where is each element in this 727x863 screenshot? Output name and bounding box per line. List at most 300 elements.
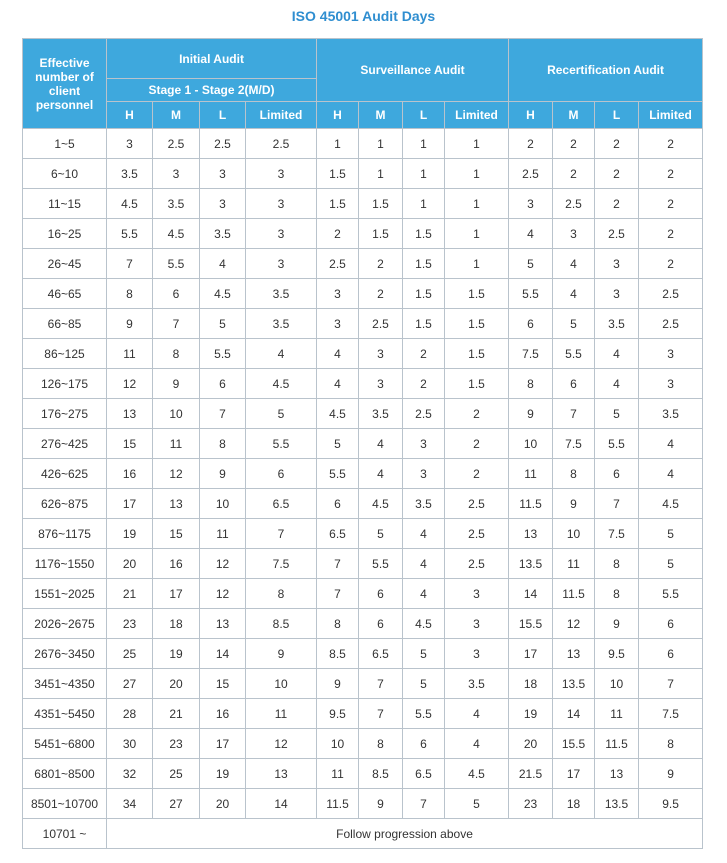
initial-value-cell: 6 [246, 459, 317, 489]
surveillance-subcol-m: M [359, 102, 403, 129]
initial-value-cell: 8 [200, 429, 246, 459]
table-row [23, 129, 703, 159]
initial-value-cell: 3 [107, 129, 153, 159]
initial-value-cell: 18 [153, 609, 200, 639]
surveillance-value-cell: 5 [445, 789, 509, 819]
surveillance-value-cell: 6 [317, 489, 359, 519]
follow-progression-note: Follow progression above [107, 819, 703, 849]
surveillance-value-cell: 7 [403, 789, 445, 819]
initial-value-cell: 8.5 [246, 609, 317, 639]
surveillance-value-cell: 11.5 [317, 789, 359, 819]
initial-value-cell: 7 [153, 309, 200, 339]
recert-value-cell: 15.5 [509, 609, 553, 639]
surveillance-value-cell: 9 [359, 789, 403, 819]
table-row [23, 279, 703, 309]
surveillance-value-cell: 1.5 [359, 189, 403, 219]
personnel-range-cell: 10701 ~ [23, 819, 107, 849]
initial-value-cell: 7 [200, 399, 246, 429]
personnel-range-cell: 126~175 [23, 369, 107, 399]
surveillance-value-cell: 6 [359, 579, 403, 609]
surveillance-value-cell: 5 [403, 669, 445, 699]
surveillance-value-cell: 8 [359, 729, 403, 759]
table-row [23, 639, 703, 669]
recert-value-cell: 2.5 [639, 309, 703, 339]
surveillance-value-cell: 2.5 [317, 249, 359, 279]
initial-value-cell: 30 [107, 729, 153, 759]
initial-value-cell: 3 [246, 189, 317, 219]
recert-value-cell: 11.5 [595, 729, 639, 759]
surveillance-value-cell: 1 [317, 129, 359, 159]
surveillance-value-cell: 8 [317, 609, 359, 639]
recert-value-cell: 4 [595, 369, 639, 399]
recert-value-cell: 20 [509, 729, 553, 759]
surveillance-value-cell: 3 [445, 639, 509, 669]
surveillance-value-cell: 1.5 [403, 249, 445, 279]
personnel-header: Effective number of client personnel [23, 39, 107, 129]
initial-value-cell: 17 [200, 729, 246, 759]
recert-value-cell: 23 [509, 789, 553, 819]
surveillance-value-cell: 2 [445, 429, 509, 459]
initial-value-cell: 8 [246, 579, 317, 609]
personnel-range-cell: 626~875 [23, 489, 107, 519]
initial-value-cell: 23 [153, 729, 200, 759]
surveillance-value-cell: 5 [359, 519, 403, 549]
initial-subcol-l: L [200, 102, 246, 129]
surveillance-value-cell: 6.5 [359, 639, 403, 669]
surveillance-value-cell: 4 [317, 369, 359, 399]
surveillance-value-cell: 4.5 [359, 489, 403, 519]
recert-value-cell: 11 [509, 459, 553, 489]
initial-value-cell: 3 [246, 159, 317, 189]
initial-value-cell: 10 [153, 399, 200, 429]
surveillance-value-cell: 3.5 [445, 669, 509, 699]
initial-value-cell: 4.5 [200, 279, 246, 309]
surveillance-value-cell: 5.5 [359, 549, 403, 579]
recert-value-cell: 2 [595, 159, 639, 189]
surveillance-value-cell: 7 [317, 549, 359, 579]
initial-value-cell: 13 [246, 759, 317, 789]
recert-value-cell: 3 [639, 339, 703, 369]
surveillance-audit-header: Surveillance Audit [317, 39, 509, 102]
surveillance-value-cell: 10 [317, 729, 359, 759]
recert-value-cell: 4 [509, 219, 553, 249]
recert-value-cell: 7.5 [553, 429, 595, 459]
recert-value-cell: 3 [509, 189, 553, 219]
recert-value-cell: 13 [595, 759, 639, 789]
recert-value-cell: 2 [639, 189, 703, 219]
surveillance-value-cell: 6 [359, 609, 403, 639]
surveillance-value-cell: 2 [359, 249, 403, 279]
recert-value-cell: 3 [553, 219, 595, 249]
initial-value-cell: 11 [200, 519, 246, 549]
surveillance-value-cell: 1 [403, 159, 445, 189]
surveillance-value-cell: 4.5 [445, 759, 509, 789]
initial-value-cell: 4.5 [246, 369, 317, 399]
initial-value-cell: 8 [153, 339, 200, 369]
recert-value-cell: 8 [639, 729, 703, 759]
recert-value-cell: 2.5 [553, 189, 595, 219]
recert-value-cell: 13 [509, 519, 553, 549]
initial-value-cell: 8 [107, 279, 153, 309]
recert-value-cell: 21.5 [509, 759, 553, 789]
recert-subcol-h: H [509, 102, 553, 129]
audit-days-table [22, 38, 703, 849]
page-title: ISO 45001 Audit Days [291, 8, 436, 24]
initial-value-cell: 32 [107, 759, 153, 789]
surveillance-value-cell: 4 [403, 549, 445, 579]
table-row [23, 159, 703, 189]
initial-value-cell: 20 [153, 669, 200, 699]
initial-value-cell: 19 [153, 639, 200, 669]
surveillance-value-cell: 2 [445, 459, 509, 489]
recert-value-cell: 8 [553, 459, 595, 489]
surveillance-value-cell: 3.5 [359, 399, 403, 429]
recert-value-cell: 9 [553, 489, 595, 519]
table-row [23, 549, 703, 579]
personnel-range-cell: 1176~1550 [23, 549, 107, 579]
personnel-range-cell: 876~1175 [23, 519, 107, 549]
personnel-range-cell: 1551~2025 [23, 579, 107, 609]
surveillance-value-cell: 3 [403, 429, 445, 459]
recert-value-cell: 4 [639, 429, 703, 459]
table-row [23, 669, 703, 699]
initial-value-cell: 3.5 [246, 309, 317, 339]
surveillance-value-cell: 1.5 [445, 369, 509, 399]
surveillance-value-cell: 1 [445, 189, 509, 219]
surveillance-value-cell: 7 [359, 669, 403, 699]
initial-value-cell: 3 [153, 159, 200, 189]
recert-value-cell: 17 [553, 759, 595, 789]
initial-value-cell: 5 [246, 399, 317, 429]
initial-value-cell: 19 [107, 519, 153, 549]
initial-value-cell: 11 [246, 699, 317, 729]
initial-value-cell: 10 [200, 489, 246, 519]
surveillance-value-cell: 7 [359, 699, 403, 729]
recert-subcol-limited: Limited [639, 102, 703, 129]
initial-value-cell: 15 [200, 669, 246, 699]
surveillance-value-cell: 8.5 [359, 759, 403, 789]
recert-value-cell: 13 [553, 639, 595, 669]
recert-value-cell: 6 [595, 459, 639, 489]
surveillance-value-cell: 3 [403, 459, 445, 489]
surveillance-value-cell: 3 [317, 279, 359, 309]
table-row [23, 459, 703, 489]
recert-value-cell: 2.5 [639, 279, 703, 309]
surveillance-value-cell: 5.5 [403, 699, 445, 729]
personnel-range-cell: 2026~2675 [23, 609, 107, 639]
recert-value-cell: 8 [509, 369, 553, 399]
recert-value-cell: 13.5 [509, 549, 553, 579]
recert-value-cell: 14 [509, 579, 553, 609]
recert-value-cell: 9 [639, 759, 703, 789]
surveillance-value-cell: 2 [403, 369, 445, 399]
surveillance-subcol-h: H [317, 102, 359, 129]
recert-value-cell: 4 [639, 459, 703, 489]
initial-value-cell: 3.5 [153, 189, 200, 219]
surveillance-value-cell: 4.5 [317, 399, 359, 429]
table-row [23, 819, 703, 849]
surveillance-subcol-l: L [403, 102, 445, 129]
initial-value-cell: 16 [107, 459, 153, 489]
initial-value-cell: 25 [107, 639, 153, 669]
initial-value-cell: 13 [153, 489, 200, 519]
recert-value-cell: 6 [553, 369, 595, 399]
initial-value-cell: 5.5 [200, 339, 246, 369]
initial-value-cell: 4 [200, 249, 246, 279]
recert-value-cell: 8 [595, 579, 639, 609]
initial-value-cell: 3.5 [107, 159, 153, 189]
surveillance-value-cell: 2.5 [359, 309, 403, 339]
recert-value-cell: 4 [553, 279, 595, 309]
initial-value-cell: 28 [107, 699, 153, 729]
table-row [23, 699, 703, 729]
initial-value-cell: 10 [246, 669, 317, 699]
surveillance-value-cell: 2.5 [445, 549, 509, 579]
recert-value-cell: 6 [509, 309, 553, 339]
personnel-range-cell: 176~275 [23, 399, 107, 429]
recert-value-cell: 10 [553, 519, 595, 549]
recertification-audit-header: Recertification Audit [509, 39, 703, 102]
personnel-range-cell: 46~65 [23, 279, 107, 309]
initial-subcol-limited: Limited [246, 102, 317, 129]
surveillance-value-cell: 8.5 [317, 639, 359, 669]
recert-value-cell: 5 [639, 549, 703, 579]
initial-value-cell: 11 [107, 339, 153, 369]
initial-audit-subheader: Stage 1 - Stage 2(M/D) [107, 79, 317, 102]
surveillance-value-cell: 1.5 [317, 159, 359, 189]
personnel-range-cell: 2676~3450 [23, 639, 107, 669]
surveillance-value-cell: 1 [403, 129, 445, 159]
initial-value-cell: 21 [153, 699, 200, 729]
recert-value-cell: 5.5 [639, 579, 703, 609]
surveillance-value-cell: 2 [445, 399, 509, 429]
recert-value-cell: 3.5 [639, 399, 703, 429]
initial-value-cell: 16 [153, 549, 200, 579]
initial-value-cell: 34 [107, 789, 153, 819]
recert-value-cell: 10 [595, 669, 639, 699]
initial-value-cell: 20 [107, 549, 153, 579]
personnel-range-cell: 6801~8500 [23, 759, 107, 789]
surveillance-value-cell: 1 [445, 249, 509, 279]
surveillance-value-cell: 1.5 [403, 279, 445, 309]
surveillance-value-cell: 3.5 [403, 489, 445, 519]
recert-value-cell: 6 [639, 639, 703, 669]
surveillance-value-cell: 3 [445, 609, 509, 639]
initial-value-cell: 5.5 [153, 249, 200, 279]
recert-value-cell: 4 [553, 249, 595, 279]
surveillance-value-cell: 3 [359, 369, 403, 399]
initial-value-cell: 3 [246, 249, 317, 279]
initial-value-cell: 5.5 [246, 429, 317, 459]
recert-value-cell: 2 [553, 129, 595, 159]
recert-value-cell: 7 [553, 399, 595, 429]
table-row [23, 489, 703, 519]
recert-value-cell: 5 [509, 249, 553, 279]
table-row [23, 219, 703, 249]
table-row [23, 429, 703, 459]
initial-value-cell: 11 [153, 429, 200, 459]
recert-value-cell: 6 [639, 609, 703, 639]
surveillance-value-cell: 5.5 [317, 459, 359, 489]
surveillance-value-cell: 2.5 [445, 519, 509, 549]
recert-value-cell: 14 [553, 699, 595, 729]
recert-value-cell: 3.5 [595, 309, 639, 339]
initial-value-cell: 17 [107, 489, 153, 519]
surveillance-value-cell: 9 [317, 669, 359, 699]
recert-value-cell: 3 [639, 369, 703, 399]
surveillance-value-cell: 2.5 [445, 489, 509, 519]
recert-value-cell: 9 [509, 399, 553, 429]
table-row [23, 339, 703, 369]
recert-value-cell: 9 [595, 609, 639, 639]
surveillance-value-cell: 1.5 [403, 219, 445, 249]
initial-value-cell: 25 [153, 759, 200, 789]
recert-value-cell: 2 [595, 189, 639, 219]
initial-value-cell: 2.5 [200, 129, 246, 159]
recert-value-cell: 9.5 [595, 639, 639, 669]
initial-value-cell: 19 [200, 759, 246, 789]
surveillance-value-cell: 4 [403, 579, 445, 609]
recert-value-cell: 13.5 [553, 669, 595, 699]
surveillance-value-cell: 4 [359, 429, 403, 459]
recert-value-cell: 4.5 [639, 489, 703, 519]
initial-value-cell: 3 [246, 219, 317, 249]
initial-value-cell: 6 [200, 369, 246, 399]
initial-value-cell: 5 [200, 309, 246, 339]
personnel-range-cell: 8501~10700 [23, 789, 107, 819]
initial-subcol-h: H [107, 102, 153, 129]
recert-value-cell: 10 [509, 429, 553, 459]
recert-value-cell: 7 [595, 489, 639, 519]
recert-value-cell: 5.5 [509, 279, 553, 309]
surveillance-value-cell: 11 [317, 759, 359, 789]
personnel-range-cell: 66~85 [23, 309, 107, 339]
surveillance-value-cell: 1 [445, 219, 509, 249]
initial-value-cell: 6 [153, 279, 200, 309]
table-row [23, 729, 703, 759]
surveillance-value-cell: 4.5 [403, 609, 445, 639]
recert-value-cell: 9.5 [639, 789, 703, 819]
recert-value-cell: 17 [509, 639, 553, 669]
recert-value-cell: 2 [639, 159, 703, 189]
initial-value-cell: 17 [153, 579, 200, 609]
initial-value-cell: 7 [246, 519, 317, 549]
table-row [23, 399, 703, 429]
recert-value-cell: 5 [553, 309, 595, 339]
recert-value-cell: 11 [595, 699, 639, 729]
table-row [23, 759, 703, 789]
surveillance-value-cell: 3 [317, 309, 359, 339]
table-row [23, 369, 703, 399]
recert-value-cell: 18 [509, 669, 553, 699]
surveillance-value-cell: 5 [317, 429, 359, 459]
recert-value-cell: 5.5 [553, 339, 595, 369]
personnel-range-cell: 276~425 [23, 429, 107, 459]
initial-audit-header: Initial Audit [107, 39, 317, 79]
recert-value-cell: 7.5 [639, 699, 703, 729]
personnel-range-cell: 11~15 [23, 189, 107, 219]
initial-value-cell: 15 [153, 519, 200, 549]
personnel-range-cell: 86~125 [23, 339, 107, 369]
recert-value-cell: 11.5 [553, 579, 595, 609]
table-row [23, 609, 703, 639]
recert-value-cell: 5 [639, 519, 703, 549]
surveillance-subcol-limited: Limited [445, 102, 509, 129]
surveillance-value-cell: 1 [359, 129, 403, 159]
personnel-range-cell: 1~5 [23, 129, 107, 159]
initial-value-cell: 5.5 [107, 219, 153, 249]
initial-value-cell: 3 [200, 189, 246, 219]
initial-value-cell: 9 [153, 369, 200, 399]
surveillance-value-cell: 5 [403, 639, 445, 669]
initial-value-cell: 9 [107, 309, 153, 339]
recert-value-cell: 7.5 [595, 519, 639, 549]
surveillance-value-cell: 1.5 [445, 339, 509, 369]
surveillance-value-cell: 1.5 [445, 309, 509, 339]
recert-value-cell: 2 [639, 129, 703, 159]
table-row [23, 309, 703, 339]
surveillance-value-cell: 4 [445, 699, 509, 729]
initial-value-cell: 3 [200, 159, 246, 189]
initial-value-cell: 12 [153, 459, 200, 489]
initial-value-cell: 2.5 [246, 129, 317, 159]
subcolumn-header-row [23, 102, 703, 129]
initial-value-cell: 16 [200, 699, 246, 729]
recert-subcol-l: L [595, 102, 639, 129]
recert-value-cell: 2.5 [509, 159, 553, 189]
surveillance-value-cell: 1.5 [317, 189, 359, 219]
recert-value-cell: 11.5 [509, 489, 553, 519]
recert-value-cell: 2 [553, 159, 595, 189]
initial-value-cell: 14 [246, 789, 317, 819]
recert-value-cell: 2 [509, 129, 553, 159]
initial-value-cell: 3.5 [246, 279, 317, 309]
personnel-range-cell: 5451~6800 [23, 729, 107, 759]
initial-value-cell: 12 [246, 729, 317, 759]
recert-value-cell: 8 [595, 549, 639, 579]
table-row [23, 249, 703, 279]
personnel-range-cell: 4351~5450 [23, 699, 107, 729]
initial-value-cell: 13 [107, 399, 153, 429]
surveillance-value-cell: 2.5 [403, 399, 445, 429]
initial-value-cell: 13 [200, 609, 246, 639]
table-row [23, 519, 703, 549]
surveillance-value-cell: 1 [445, 159, 509, 189]
recert-value-cell: 4 [595, 339, 639, 369]
recert-value-cell: 18 [553, 789, 595, 819]
initial-value-cell: 3.5 [200, 219, 246, 249]
personnel-range-cell: 16~25 [23, 219, 107, 249]
surveillance-value-cell: 4 [317, 339, 359, 369]
personnel-range-cell: 3451~4350 [23, 669, 107, 699]
initial-value-cell: 4.5 [153, 219, 200, 249]
recert-value-cell: 2 [639, 219, 703, 249]
personnel-range-cell: 426~625 [23, 459, 107, 489]
surveillance-value-cell: 2 [403, 339, 445, 369]
surveillance-value-cell: 3 [445, 579, 509, 609]
surveillance-value-cell: 6.5 [317, 519, 359, 549]
surveillance-value-cell: 6 [403, 729, 445, 759]
initial-value-cell: 12 [107, 369, 153, 399]
initial-value-cell: 2.5 [153, 129, 200, 159]
initial-value-cell: 4.5 [107, 189, 153, 219]
recert-value-cell: 2 [639, 249, 703, 279]
initial-value-cell: 15 [107, 429, 153, 459]
surveillance-value-cell: 4 [403, 519, 445, 549]
recert-subcol-m: M [553, 102, 595, 129]
surveillance-value-cell: 2 [359, 279, 403, 309]
table-row [23, 789, 703, 819]
